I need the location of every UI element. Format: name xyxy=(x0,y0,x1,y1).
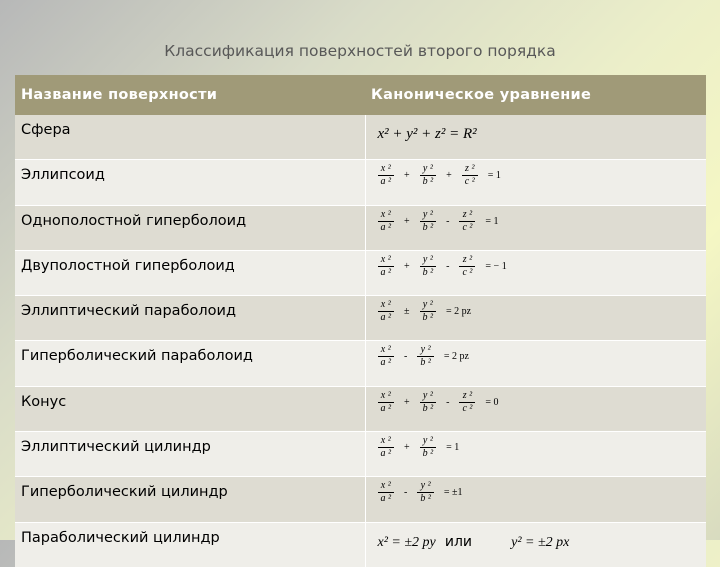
surface-name: Двуполостной гиперболоид xyxy=(15,250,365,295)
fraction: $\frac{\text{x ²}}{\text{a ²}}$ xyxy=(378,254,395,279)
equation-cell xyxy=(365,160,706,205)
equation-cell xyxy=(365,432,706,477)
fraction: $\frac{\text{y ²}}{\text{b ²}}$ xyxy=(417,480,434,505)
header-surface-name: Название поверхности xyxy=(15,75,365,115)
fraction: $\frac{\text{x ²}}{\text{a ²}}$ xyxy=(378,163,395,188)
fraction: $\frac{\text{y ²}}{\text{b ²}}$ xyxy=(420,254,437,279)
equation: $\frac{\text{x ²}}{\text{a ²}}$ + $\frac{\text{y ²}}{\text{b ²}}$ - $\frac{\text{z ²}}{\text{c ²}}$ = − 1 xyxy=(366,251,707,279)
fraction: $\frac{\text{z ²}}{\text{c ²}}$ xyxy=(462,163,478,188)
surface-name: Параболический цилиндр xyxy=(15,522,365,567)
equation: $\frac{\text{x ²}}{\text{a ²}}$ ± $\frac{\text{y ²}}{\text{b ²}}$ = 2 pz xyxy=(366,296,707,324)
equation-cell xyxy=(365,341,706,386)
fraction: $\frac{\text{y ²}}{\text{b ²}}$ xyxy=(420,163,437,188)
table-row xyxy=(15,205,706,250)
page-title: Классификация поверхностей второго порядка xyxy=(164,42,556,60)
surface-name: Эллипсоид xyxy=(15,160,365,205)
surface-name: Сфера xyxy=(15,115,365,160)
equation-cell xyxy=(365,250,706,295)
equation-cell xyxy=(365,205,706,250)
equation: $\frac{\text{x ²}}{\text{a ²}}$ + $\frac{\text{y ²}}{\text{b ²}}$ + $\frac{\text{z ²}}{\text{c ²}}$ = 1 xyxy=(366,160,707,188)
equation: x² + y² + z² = R² xyxy=(377,126,477,142)
surfaces-table xyxy=(15,75,706,567)
table-row xyxy=(15,522,706,567)
fraction: $\frac{\text{y ²}}{\text{b ²}}$ xyxy=(420,435,437,460)
equation-cell xyxy=(365,477,706,522)
header-canonical-equation: Каноническое уравнение xyxy=(365,75,706,115)
fraction: $\frac{\text{z ²}}{\text{c ²}}$ xyxy=(459,254,475,279)
fraction: $\frac{\text{x ²}}{\text{a ²}}$ xyxy=(378,209,395,234)
equation: $\frac{\text{x ²}}{\text{a ²}}$ - $\frac{\text{y ²}}{\text{b ²}}$ = ±1 xyxy=(366,477,707,505)
table-row xyxy=(15,341,706,386)
fraction: $\frac{\text{y ²}}{\text{b ²}}$ xyxy=(420,209,437,234)
fraction: $\frac{\text{y ²}}{\text{b ²}}$ xyxy=(420,390,437,415)
fraction: $\frac{\text{z ²}}{\text{c ²}}$ xyxy=(459,209,475,234)
surface-name: Однополостной гиперболоид xyxy=(15,205,365,250)
fraction: $\frac{\text{x ²}}{\text{a ²}}$ xyxy=(378,390,395,415)
table-row xyxy=(15,160,706,205)
equation-cell xyxy=(365,522,706,567)
equation-right: y² = ±2 px xyxy=(511,534,570,550)
table-row xyxy=(15,432,706,477)
table-row xyxy=(15,296,706,341)
fraction: $\frac{\text{y ²}}{\text{b ²}}$ xyxy=(417,344,434,369)
equation-cell xyxy=(365,296,706,341)
equation: $\frac{\text{x ²}}{\text{a ²}}$ + $\frac{\text{y ²}}{\text{b ²}}$ - $\frac{\text{z ²}}{\text{c ²}}$ = 1 xyxy=(366,206,707,234)
surface-name: Эллиптический цилиндр xyxy=(15,432,365,477)
equation: $\frac{\text{x ²}}{\text{a ²}}$ + $\frac{\text{y ²}}{\text{b ²}}$ = 1 xyxy=(366,432,707,460)
equation-left: x² = ±2 py xyxy=(377,534,436,550)
fraction: $\frac{\text{x ²}}{\text{a ²}}$ xyxy=(378,480,395,505)
fraction: $\frac{\text{y ²}}{\text{b ²}}$ xyxy=(420,299,437,324)
surface-name: Гиперболический параболоид xyxy=(15,341,365,386)
fraction: $\frac{\text{x ²}}{\text{a ²}}$ xyxy=(378,344,395,369)
table-row xyxy=(15,250,706,295)
equation: $\frac{\text{x ²}}{\text{a ²}}$ - $\frac{\text{y ²}}{\text{b ²}}$ = 2 pz xyxy=(366,341,707,369)
equation-cell xyxy=(365,115,706,160)
table-row xyxy=(15,386,706,431)
equation-cell xyxy=(365,386,706,431)
surface-name: Конус xyxy=(15,386,365,431)
fraction: $\frac{\text{z ²}}{\text{c ²}}$ xyxy=(459,390,475,415)
equation: $\frac{\text{x ²}}{\text{a ²}}$ + $\frac{\text{y ²}}{\text{b ²}}$ - $\frac{\text{z ²}}{\text{c ²}}$ = 0 xyxy=(366,387,707,415)
separator-or: или xyxy=(444,533,473,550)
table-row xyxy=(15,477,706,522)
table-row xyxy=(15,115,706,160)
surface-name: Гиперболический цилиндр xyxy=(15,477,365,522)
surface-name: Эллиптический параболоид xyxy=(15,296,365,341)
table-header xyxy=(15,75,706,115)
fraction: $\frac{\text{x ²}}{\text{a ²}}$ xyxy=(378,435,395,460)
fraction: $\frac{\text{x ²}}{\text{a ²}}$ xyxy=(378,299,395,324)
